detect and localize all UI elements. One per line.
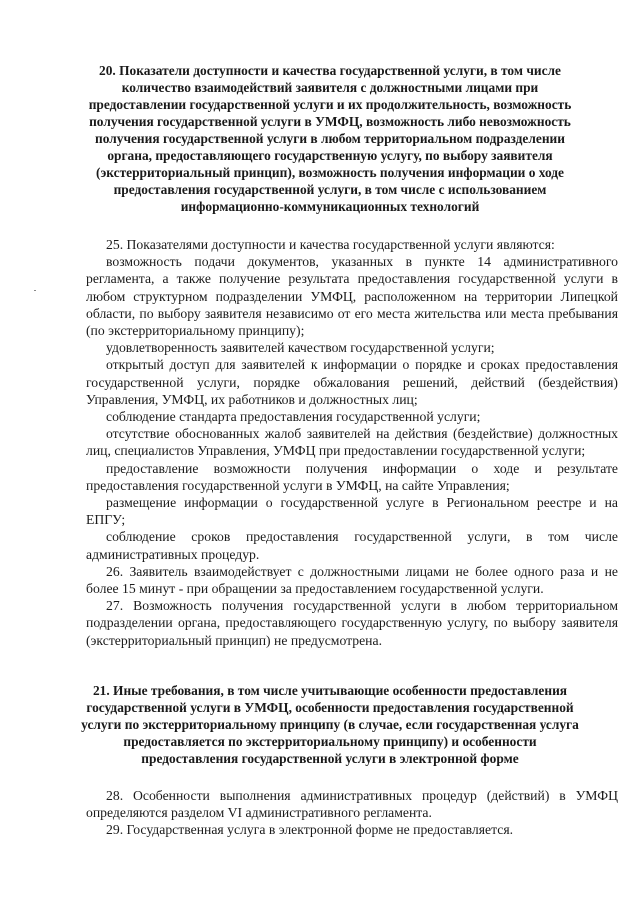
list-item: возможность подачи документов, указанных в пункте 14 административного регламента, а также получение результата предоставления государственной услуги в любом структурном подразделении УМФЦ, расположенном на территории Липецкой области, по выбору заявителя независимо от его места жительства или места пребывания (по экстерриториальному принципу); <box>86 254 618 339</box>
section-20-body <box>86 236 618 649</box>
list-item: удовлетворенность заявителей качеством государственной услуги; <box>106 340 495 356</box>
paragraph-25: 25. Показателями доступности и качества государственной услуги являются: <box>106 237 555 252</box>
list-item: соблюдение стандарта предоставления государственной услуги; <box>106 409 481 425</box>
list-item: соблюдение сроков предоставления государственной услуги, в том числе административных процедур. <box>86 529 618 562</box>
section-20-title: 20. Показатели доступности и качества государственной услуги, в том числе количество взаимодействий заявителя с должностными лицами при предоставлении государственной услуги и их продолжительность, возможность получения государственной услуги в УМФЦ, возможность либо невозможность получения государственной услуги в любом территориальном подразделении органа, предоставляющего государственную услугу, по выбору заявителя (экстерриториальный принцип), возможность получения информации о ходе предоставления государственной услуги, в том числе с использованием информационно-коммуникационных технологий <box>88 63 572 214</box>
paragraph-26: 26. Заявитель взаимодействует с должностными лицами не более одного раза и не более 15 минут - при обращении за предоставлением государственной услуги. <box>86 563 618 597</box>
list-item: размещение информации о государственной услуге в Региональном реестре и на ЕПГУ; <box>86 495 618 528</box>
list-item: отсутствие обоснованных жалоб заявителей на действия (бездействие) должностных лиц, специалистов Управления, УМФЦ при предоставлении государственной услуги; <box>86 426 618 459</box>
section-21-title: 21. Иные требования, в том числе учитывающие особенности предоставления государственной услуги в УМФЦ, особенности предоставления государственной услуги по экстерриториальному принципу (в случае, если государственная услуга предоставляется по экстерриториальному принципу) и особенности предоставления государственной услуги в электронной форме <box>81 683 579 766</box>
margin-mark <box>34 290 36 291</box>
section-21-body <box>86 787 618 839</box>
list-item: предоставление возможности получения информации о ходе и результате предоставления государственной услуги в УМФЦ, на сайте Управления; <box>86 460 618 493</box>
paragraph-28: 28. Особенности выполнения административных процедур (действий) в УМФЦ определяются разделом VI административного регламента. <box>86 788 618 821</box>
paragraph-27: 27. Возможность получения государственной услуги в любом территориальном подразделении органа, предоставляющего государственную услугу, по выбору заявителя (экстерриториальный принцип) не предусмотрена. <box>86 598 618 648</box>
paragraph-29: 29. Государственная услуга в электронной форме не предоставляется. <box>106 822 514 838</box>
list-item: открытый доступ для заявителей к информации о порядке и сроках предоставления государственной услуги, порядке обжалования решений, действий (бездействия) Управления, УМФЦ, их работников и должностных лиц; <box>86 357 618 407</box>
